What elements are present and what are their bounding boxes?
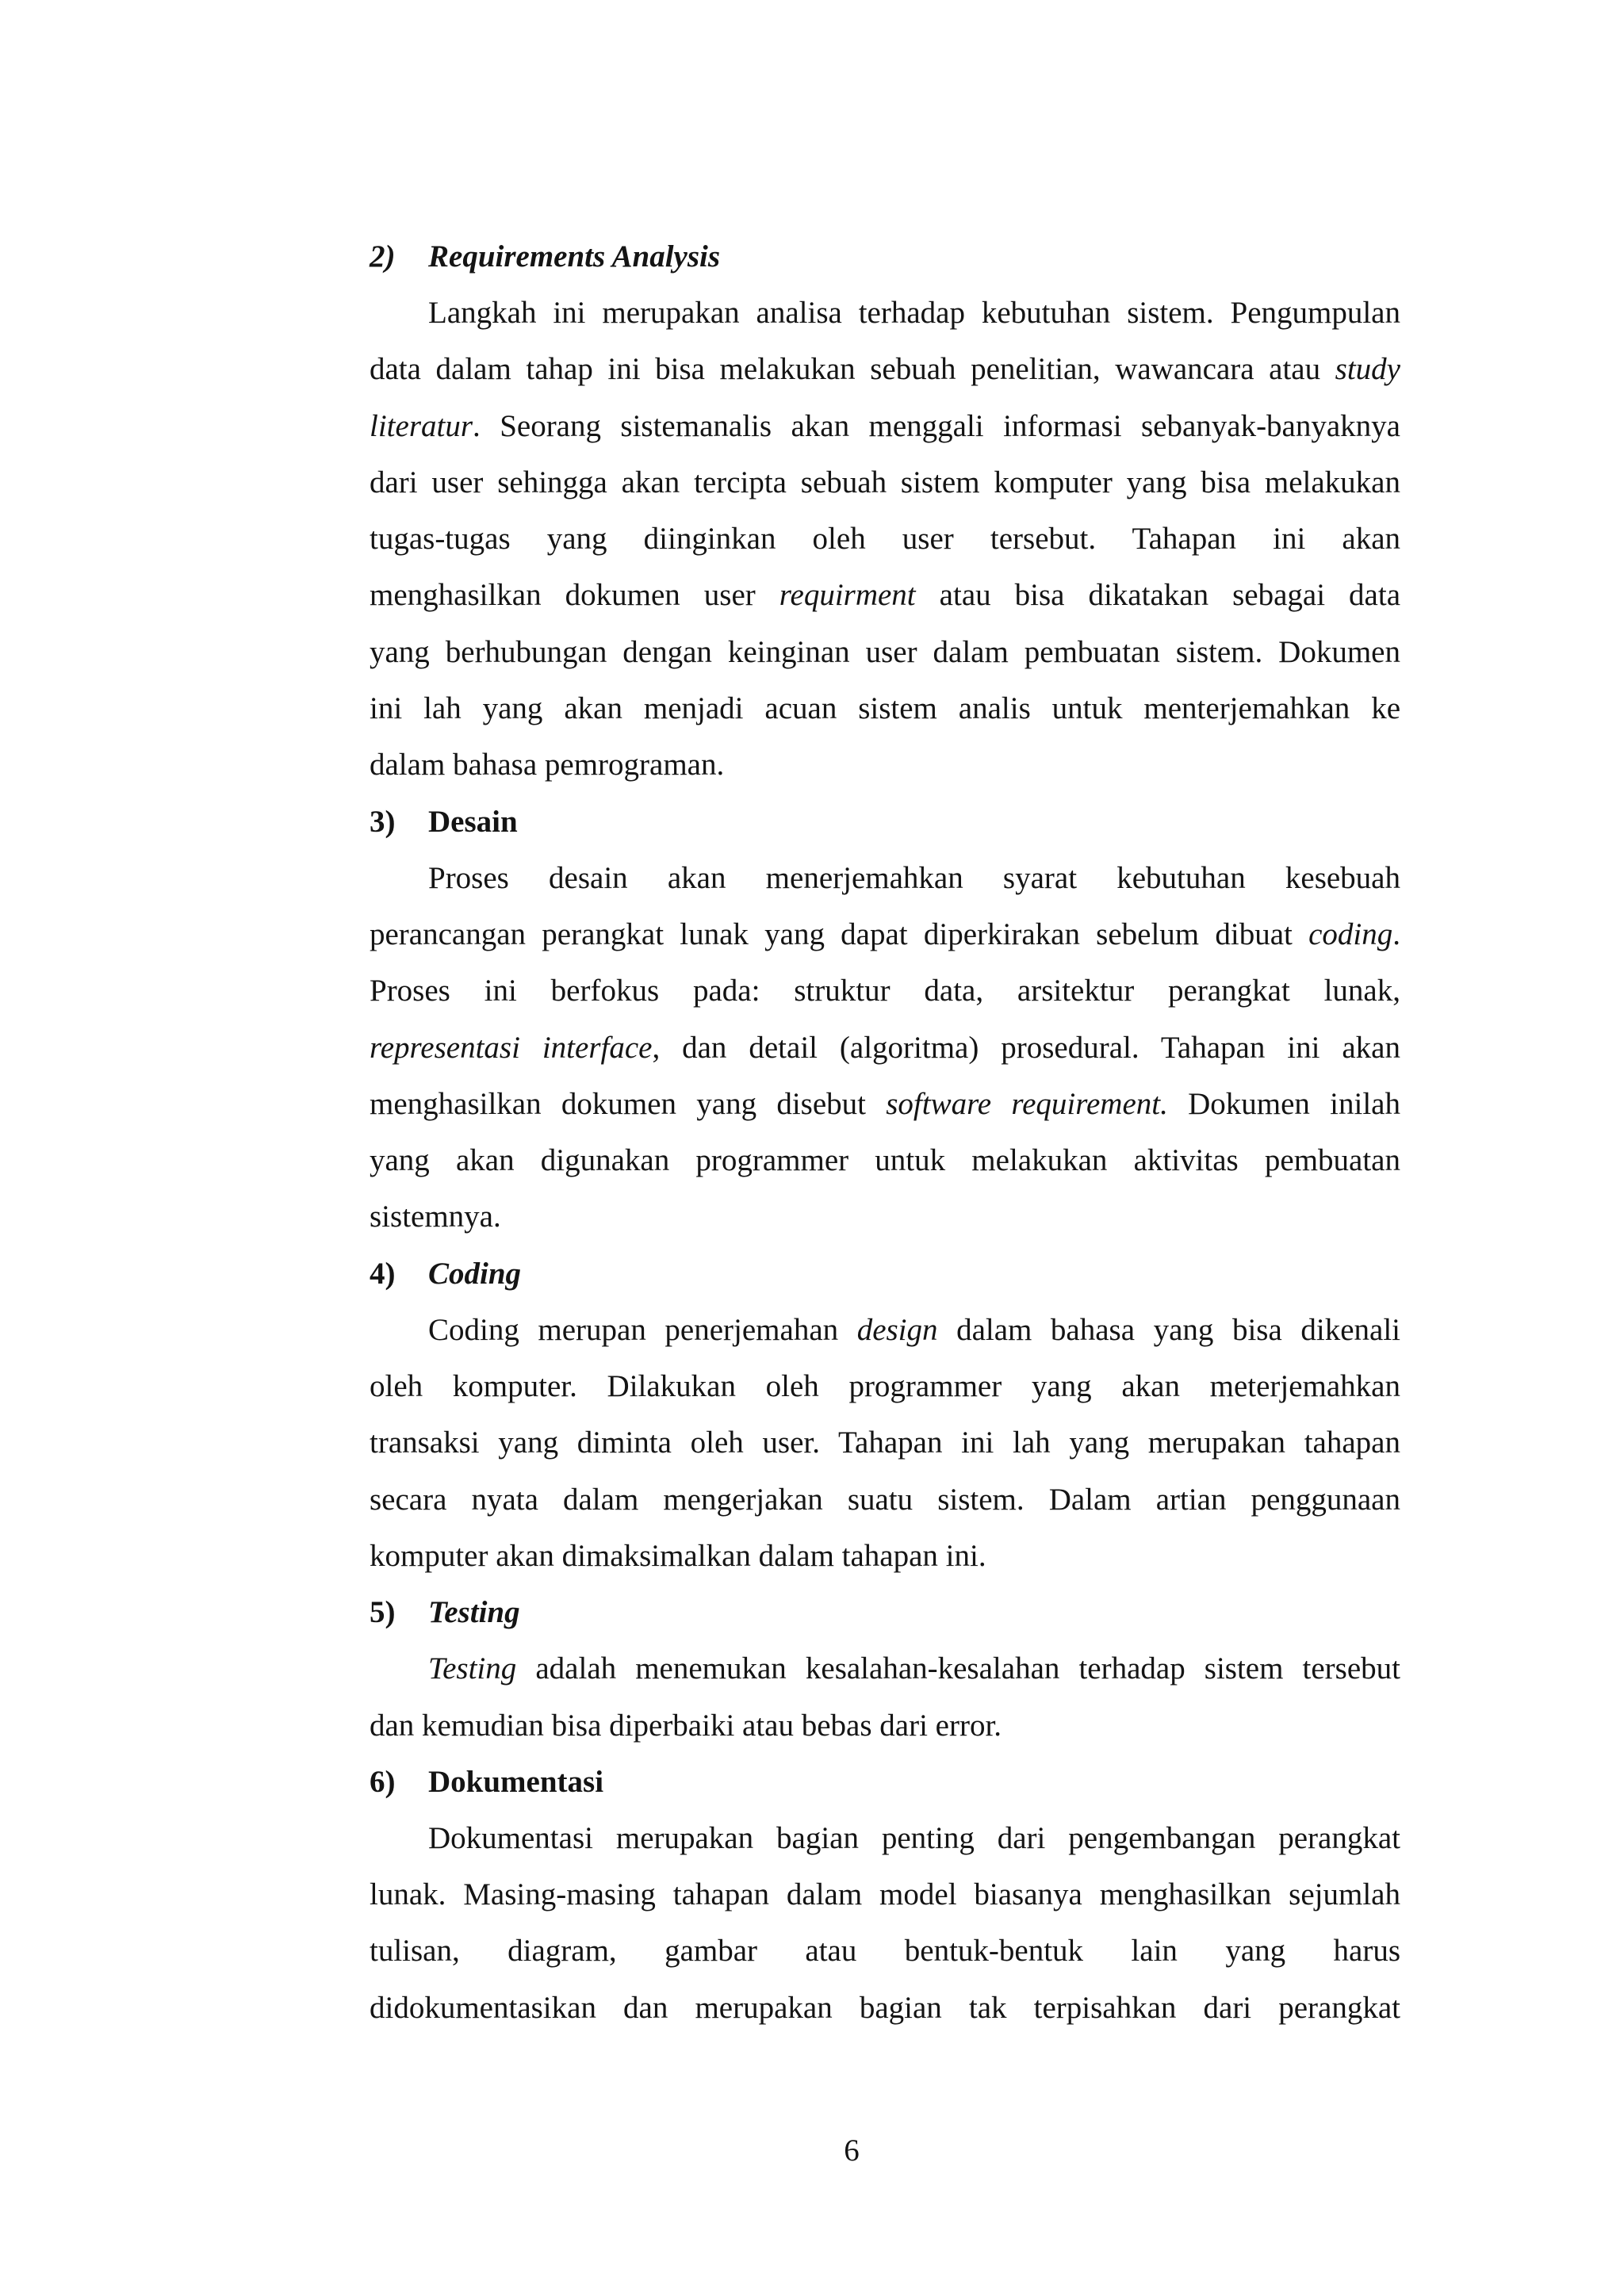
text-run: Dokumen inilah: [1167, 1086, 1400, 1121]
text-run: dan kemudian bisa diperbaiki atau bebas dari error.: [370, 1708, 1002, 1743]
section-number: 4): [370, 1256, 396, 1291]
italic-term: representasi interface: [370, 1030, 653, 1065]
italic-term: requirment: [779, 578, 916, 613]
text-run: Dokumentasi merupakan bagian penting dari pengembangan perangkat: [428, 1820, 1400, 1855]
section-paragraph: [370, 850, 1400, 1246]
text-run: yang berhubungan dengan keinginan user dalam pembuatan sistem. Dokumen: [370, 634, 1400, 669]
text-run: , dan detail (algoritma) prosedural. Tahapan ini akan: [652, 1030, 1400, 1065]
paragraph-line: [370, 454, 1400, 511]
text-run: dari user sehingga akan tercipta sebuah sistem komputer yang bisa melakukan: [370, 465, 1400, 499]
paragraph-line: [370, 1358, 1400, 1414]
text-run: Langkah ini merupakan analisa terhadap kebutuhan sistem. Pengumpulan: [428, 296, 1400, 330]
paragraph-line: [370, 1810, 1400, 1866]
text-run: oleh komputer. Dilakukan oleh programmer yang akan meterjemahkan: [370, 1369, 1400, 1404]
text-run: . Seorang sistemanalis akan menggali informasi sebanyak-banyaknya: [473, 408, 1400, 443]
section-title: Testing: [428, 1595, 520, 1630]
text-run: didokumentasikan dan merupakan bagian tak terpisahkan dari perangkat: [370, 1990, 1400, 2025]
section-number: 6): [370, 1764, 396, 1799]
paragraph-line: [370, 1188, 1400, 1245]
text-run: dalam bahasa pemrograman.: [370, 748, 725, 783]
paragraph-line: [370, 1076, 1400, 1132]
paragraph-line: [370, 567, 1400, 623]
paragraph-line: [370, 1980, 1400, 2036]
paragraph-line: [370, 962, 1400, 1019]
paragraph-line: [370, 850, 1400, 906]
paragraph-line: [370, 1866, 1400, 1923]
text-run: komputer akan dimaksimalkan dalam tahapan ini.: [370, 1538, 986, 1573]
paragraph-line: [370, 906, 1400, 962]
text-run: sistemnya.: [370, 1200, 501, 1234]
paragraph-line: [370, 1923, 1400, 1979]
text-run: lunak. Masing-masing tahapan dalam model biasanya menghasilkan sejumlah: [370, 1877, 1400, 1912]
text-run: menghasilkan dokumen user: [370, 578, 779, 613]
section-paragraph: [370, 285, 1400, 794]
text-run: secara nyata dalam mengerjakan suatu sistem. Dalam artian penggunaan: [370, 1482, 1400, 1517]
paragraph-line: [370, 398, 1400, 454]
paragraph-line: [370, 511, 1400, 567]
text-run: tulisan, diagram, gambar atau bentuk-bentuk lain yang harus: [370, 1934, 1400, 1969]
text-run: atau bisa dikatakan sebagai data: [915, 578, 1401, 613]
paragraph-line: [370, 624, 1400, 680]
section-number: 3): [370, 804, 396, 839]
paragraph-line: [370, 341, 1400, 397]
italic-term: Testing: [428, 1651, 517, 1686]
text-run: dalam bahasa yang bisa dikenali: [937, 1312, 1400, 1347]
text-run: data dalam tahap ini bisa melakukan sebuah penelitian, wawancara atau: [370, 352, 1335, 387]
italic-term: software requirement.: [886, 1086, 1168, 1121]
text-run: adalah menemukan kesalahan-kesalahan terhadap sistem tersebut: [516, 1651, 1400, 1686]
paragraph-line: [370, 1471, 1400, 1528]
text-run: yang akan digunakan programmer untuk melakukan aktivitas pembuatan: [370, 1143, 1400, 1178]
paragraph-line: [370, 737, 1400, 793]
italic-term: design: [856, 1312, 938, 1347]
page-body: [370, 228, 1400, 2036]
section-title: Requirements Analysis: [428, 239, 721, 274]
paragraph-line: [370, 1414, 1400, 1471]
italic-term: study: [1335, 352, 1400, 387]
text-run: menghasilkan dokumen yang disebut: [370, 1086, 887, 1121]
text-run: .: [1392, 916, 1400, 951]
paragraph-line: [370, 1697, 1400, 1754]
section-paragraph: [370, 1810, 1400, 2036]
italic-term: coding: [1308, 916, 1393, 951]
section-paragraph: [370, 1640, 1400, 1754]
section-heading: [370, 228, 1400, 285]
text-run: Proses ini berfokus pada: struktur data, arsitektur perangkat lunak,: [370, 974, 1400, 1008]
text-run: transaksi yang diminta oleh user. Tahapan ini lah yang merupakan tahapan: [370, 1425, 1400, 1460]
text-run: tugas-tugas yang diinginkan oleh user tersebut. Tahapan ini akan: [370, 522, 1400, 557]
paragraph-line: [370, 1528, 1400, 1584]
text-run: Coding merupan penerjemahan: [428, 1312, 857, 1347]
section-heading: [370, 1584, 1400, 1640]
paragraph-line: [370, 1020, 1400, 1076]
section-title: Coding: [428, 1256, 522, 1291]
section-title: Desain: [428, 804, 518, 839]
text-run: perancangan perangkat lunak yang dapat diperkirakan sebelum dibuat: [370, 916, 1309, 951]
section-heading: [370, 1246, 1400, 1302]
paragraph-line: [370, 680, 1400, 737]
paragraph-line: [370, 1302, 1400, 1358]
section-title: Dokumentasi: [428, 1764, 604, 1799]
text-run: Proses desain akan menerjemahkan syarat kebutuhan kesebuah: [428, 860, 1400, 895]
text-run: ini lah yang akan menjadi acuan sistem analis untuk menterjemahkan ke: [370, 691, 1400, 726]
section-number: 2): [370, 239, 396, 274]
section-heading: [370, 794, 1400, 850]
italic-term: literatur: [370, 408, 473, 443]
paragraph-line: [370, 285, 1400, 341]
section-heading: [370, 1754, 1400, 1810]
section-paragraph: [370, 1302, 1400, 1584]
page-number: 6: [844, 2133, 860, 2168]
section-number: 5): [370, 1595, 396, 1630]
paragraph-line: [370, 1640, 1400, 1697]
paragraph-line: [370, 1132, 1400, 1188]
